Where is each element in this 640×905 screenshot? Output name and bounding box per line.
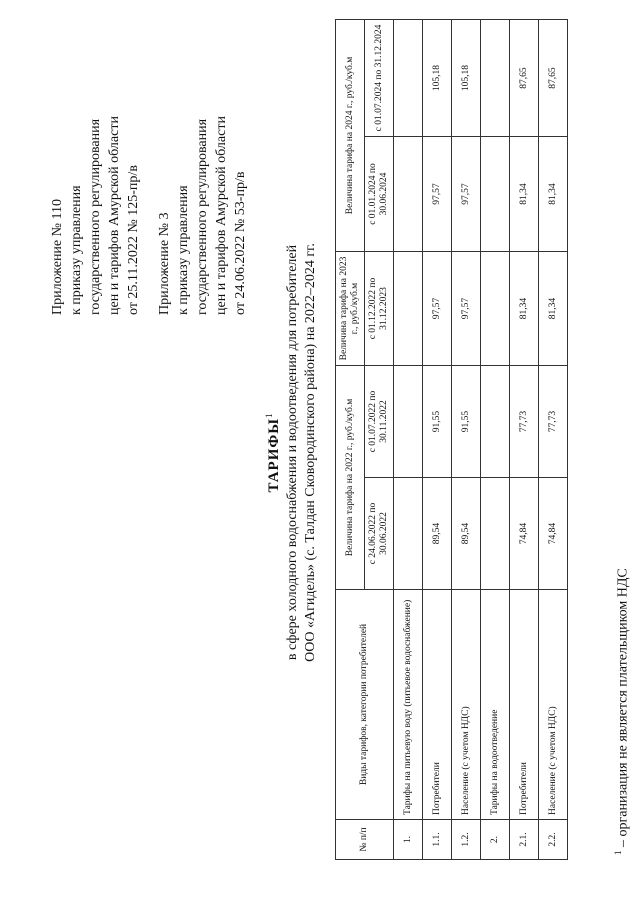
row-value: 74,84: [539, 478, 568, 590]
title-footnote-mark: 1: [264, 412, 274, 418]
row-value: [481, 20, 510, 137]
appendix-1-line: от 25.11.2022 № 125-пр/в: [126, 165, 141, 315]
header-2023: Величина тарифа на 2023 г., руб./куб.м: [336, 252, 365, 366]
row-num: 2.1.: [510, 820, 539, 860]
row-label: Тарифы на питьевую воду (питьевое водоснабжение): [394, 590, 423, 820]
appendix-1-line: государственного регулирования: [88, 118, 103, 315]
appendix-note-1: [48, 116, 143, 315]
appendix-1-line: Приложение № 110: [50, 199, 65, 315]
footnote-mark: 1: [613, 850, 623, 855]
row-label: Население (с учетом НДС): [539, 590, 568, 820]
header-row-1: [336, 20, 365, 860]
row-value: [394, 478, 423, 590]
row-value: 97,57: [423, 252, 452, 366]
row-value: 87,65: [539, 20, 568, 137]
row-value: [394, 20, 423, 137]
row-value: 105,18: [423, 20, 452, 137]
table-row: [481, 20, 510, 860]
header-2024: Величина тарифа на 2024 г., руб./куб.м: [336, 20, 365, 252]
footnote: [613, 568, 632, 855]
header-period: с 01.07.2024 по 31.12.2024: [365, 20, 394, 137]
appendix-2-line: к приказу управления: [176, 185, 191, 315]
row-value: [481, 137, 510, 252]
row-value: [394, 252, 423, 366]
row-value: 97,57: [423, 137, 452, 252]
appendix-2-line: Приложение № 3: [157, 212, 172, 315]
row-value: 97,57: [452, 252, 481, 366]
title-line-3: ООО «Агидель» (с. Талдан Сковородинского района) на 2022–2024 гг.: [303, 243, 318, 662]
appendix-2-line: цен и тарифов Амурской области: [214, 116, 229, 315]
header-period: с 01.12.2022 по 31.12.2023: [365, 252, 394, 366]
title-main: [260, 0, 284, 905]
row-value: [481, 478, 510, 590]
table-row: [394, 20, 423, 860]
row-label: Тарифы на водоотведение: [481, 590, 510, 820]
row-value: 81,34: [539, 137, 568, 252]
row-value: 97,57: [452, 137, 481, 252]
row-label: Потребители: [423, 590, 452, 820]
header-period: с 24.06.2022 по 30.06.2022: [365, 478, 394, 590]
table-row: [452, 20, 481, 860]
row-num: 2.2.: [539, 820, 568, 860]
appendix-2-line: государственного регулирования: [195, 118, 210, 315]
row-num: 1.1.: [423, 820, 452, 860]
title-word: ТАРИФЫ: [266, 417, 282, 493]
row-value: [394, 137, 423, 252]
title-line-2: в сфере холодного водоснабжения и водоотведения для потребителей: [285, 244, 300, 661]
header-period: с 01.01.2024 по 30.06.2024: [365, 137, 394, 252]
row-value: 74,84: [510, 478, 539, 590]
row-value: 89,54: [452, 478, 481, 590]
row-num: 1.: [394, 820, 423, 860]
document-title: [260, 0, 320, 905]
row-value: 89,54: [423, 478, 452, 590]
row-value: 77,73: [510, 366, 539, 478]
row-value: 77,73: [539, 366, 568, 478]
row-value: 81,34: [510, 252, 539, 366]
row-value: 87,65: [510, 20, 539, 137]
header-kind: Виды тарифов, категории потребителей: [336, 590, 394, 820]
row-value: 105,18: [452, 20, 481, 137]
table-row: [539, 20, 568, 860]
row-num: 2.: [481, 820, 510, 860]
row-value: 81,34: [539, 252, 568, 366]
tariff-table: [335, 19, 568, 860]
row-value: [394, 366, 423, 478]
row-value: [481, 252, 510, 366]
row-label: Потребители: [510, 590, 539, 820]
appendix-2-line: от 24.06.2022 № 53-пр/в: [233, 171, 248, 315]
row-num: 1.2.: [452, 820, 481, 860]
row-value: 91,55: [423, 366, 452, 478]
appendix-1-line: цен и тарифов Амурской области: [107, 116, 122, 315]
table-row: [510, 20, 539, 860]
row-label: Население (с учетом НДС): [452, 590, 481, 820]
table-row: [423, 20, 452, 860]
appendix-note-2: [155, 116, 250, 315]
row-value: 81,34: [510, 137, 539, 252]
footnote-text: – организация не является плательщиком НДС: [615, 568, 631, 851]
header-period: с 01.07.2022 по 30.11.2022: [365, 366, 394, 478]
row-value: 91,55: [452, 366, 481, 478]
header-num: № п/п: [336, 820, 394, 860]
row-value: [481, 366, 510, 478]
appendix-1-line: к приказу управления: [69, 185, 84, 315]
header-2022: Величина тарифа на 2022 г., руб./куб.м: [336, 366, 365, 590]
